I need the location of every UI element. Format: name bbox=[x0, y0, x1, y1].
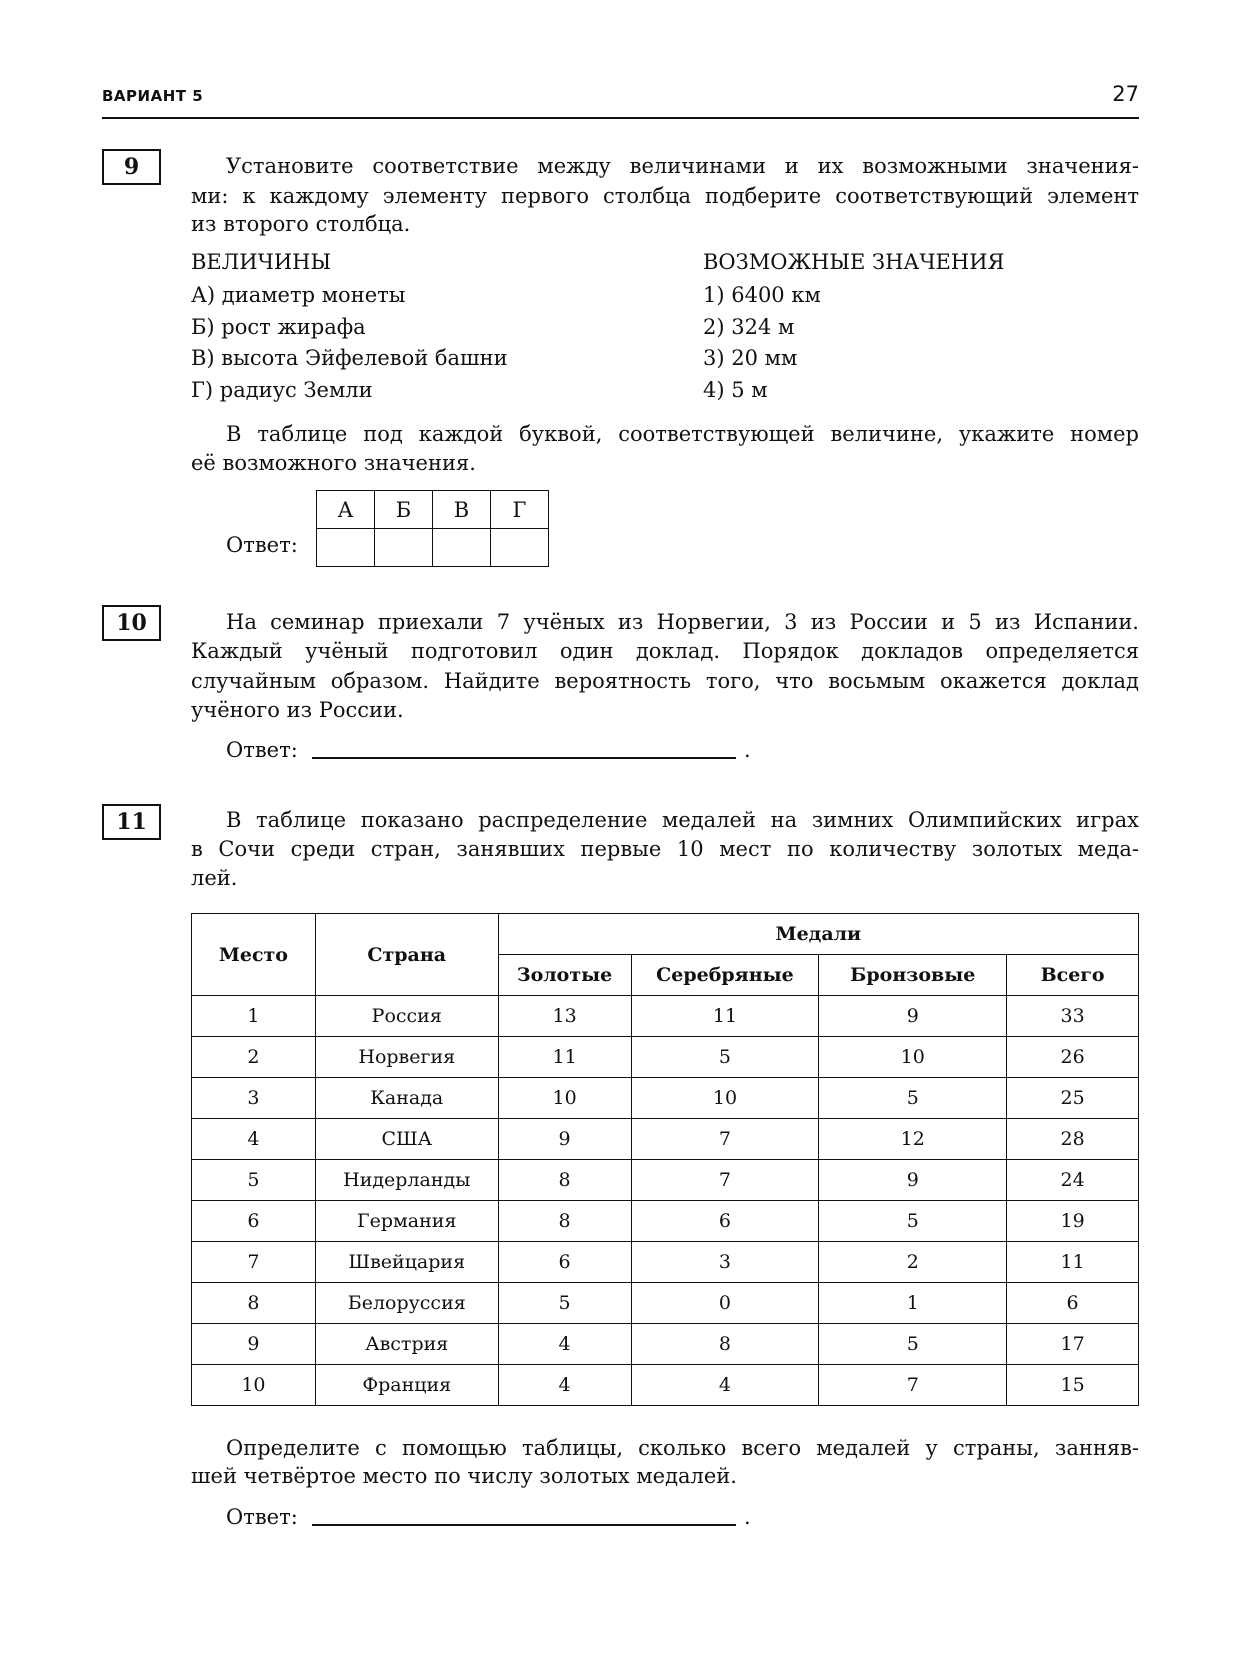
cell-silver: 4 bbox=[631, 1365, 819, 1406]
cell-country: Россия bbox=[315, 996, 498, 1037]
cell-total: 17 bbox=[1007, 1324, 1139, 1365]
col-header-gold: Золотые bbox=[498, 955, 631, 996]
col-header-place: Место bbox=[192, 914, 316, 996]
q9-intro-line: из второго столбца. bbox=[191, 212, 411, 236]
cell-bronze: 9 bbox=[819, 996, 1007, 1037]
cell-place: 6 bbox=[192, 1201, 316, 1242]
q9-instruction-line: В таблице под каждой буквой, соответствующей величине, укажите номер bbox=[226, 422, 1139, 446]
answer-letter-a: А bbox=[317, 491, 375, 529]
q10-line: Каждый учёный подготовил один доклад. Порядок докладов определяется bbox=[191, 639, 1139, 663]
table-row bbox=[192, 1119, 1139, 1160]
cell-place: 4 bbox=[192, 1119, 316, 1160]
q11-answer-label: Ответ: bbox=[226, 1505, 298, 1529]
cell-total: 25 bbox=[1007, 1078, 1139, 1119]
cell-silver: 6 bbox=[631, 1201, 819, 1242]
cell-place: 1 bbox=[192, 996, 316, 1037]
cell-place: 8 bbox=[192, 1283, 316, 1324]
cell-place: 10 bbox=[192, 1365, 316, 1406]
q11-answer-dot: . bbox=[744, 1505, 751, 1529]
header-rule bbox=[102, 117, 1139, 119]
col-header-total: Всего bbox=[1007, 955, 1139, 996]
question-number-9: 9 bbox=[102, 149, 161, 185]
table-row bbox=[192, 1283, 1139, 1324]
cell-gold: 8 bbox=[498, 1160, 631, 1201]
q9-left-item: Б) рост жирафа bbox=[191, 315, 366, 339]
answer-cell-g[interactable] bbox=[491, 529, 549, 567]
table-row bbox=[192, 1242, 1139, 1283]
cell-gold: 9 bbox=[498, 1119, 631, 1160]
answer-letter-b: Б bbox=[375, 491, 433, 529]
cell-country: Франция bbox=[315, 1365, 498, 1406]
q9-intro-line: Установите соответствие между величинами и их возможными значения- bbox=[226, 154, 1139, 178]
cell-total: 19 bbox=[1007, 1201, 1139, 1242]
cell-bronze: 12 bbox=[819, 1119, 1007, 1160]
cell-place: 5 bbox=[192, 1160, 316, 1201]
table-row bbox=[192, 1160, 1139, 1201]
cell-country: США bbox=[315, 1119, 498, 1160]
q10-answer-dot: . bbox=[744, 738, 751, 762]
q11-line: в Сочи среди стран, занявших первые 10 мест по количеству золотых меда- bbox=[191, 837, 1139, 861]
answer-letter-v: В bbox=[433, 491, 491, 529]
col-group-medals: Медали bbox=[498, 914, 1138, 955]
q9-right-item: 4) 5 м bbox=[703, 378, 768, 402]
cell-silver: 7 bbox=[631, 1160, 819, 1201]
question-number-11: 11 bbox=[102, 804, 161, 840]
cell-total: 26 bbox=[1007, 1037, 1139, 1078]
cell-gold: 4 bbox=[498, 1365, 631, 1406]
q11-answer-field[interactable] bbox=[312, 1502, 736, 1532]
cell-bronze: 2 bbox=[819, 1242, 1007, 1283]
cell-country: Канада bbox=[315, 1078, 498, 1119]
cell-silver: 8 bbox=[631, 1324, 819, 1365]
cell-total: 24 bbox=[1007, 1160, 1139, 1201]
q9-left-item: В) высота Эйфелевой башни bbox=[191, 346, 508, 370]
page-number: 27 bbox=[1112, 82, 1139, 106]
cell-place: 7 bbox=[192, 1242, 316, 1283]
cell-place: 9 bbox=[192, 1324, 316, 1365]
q9-answer-label: Ответ: bbox=[226, 533, 298, 557]
q9-left-heading: ВЕЛИЧИНЫ bbox=[191, 250, 332, 274]
q9-right-item: 2) 324 м bbox=[703, 315, 795, 339]
cell-bronze: 5 bbox=[819, 1078, 1007, 1119]
cell-gold: 5 bbox=[498, 1283, 631, 1324]
cell-gold: 8 bbox=[498, 1201, 631, 1242]
cell-bronze: 5 bbox=[819, 1324, 1007, 1365]
q11-line: лей. bbox=[191, 866, 238, 890]
answer-cell-v[interactable] bbox=[433, 529, 491, 567]
cell-bronze: 5 bbox=[819, 1201, 1007, 1242]
q9-right-item: 3) 20 мм bbox=[703, 346, 798, 370]
cell-total: 11 bbox=[1007, 1242, 1139, 1283]
cell-country: Германия bbox=[315, 1201, 498, 1242]
q11-answer-underline bbox=[312, 1524, 736, 1526]
cell-country: Белоруссия bbox=[315, 1283, 498, 1324]
cell-total: 15 bbox=[1007, 1365, 1139, 1406]
q10-line: учёного из России. bbox=[191, 698, 404, 722]
cell-country: Нидерланды bbox=[315, 1160, 498, 1201]
cell-total: 28 bbox=[1007, 1119, 1139, 1160]
cell-silver: 11 bbox=[631, 996, 819, 1037]
col-header-country: Страна bbox=[315, 914, 498, 996]
table-row bbox=[192, 1078, 1139, 1119]
table-row bbox=[192, 1037, 1139, 1078]
cell-country: Норвегия bbox=[315, 1037, 498, 1078]
col-header-silver: Серебряные bbox=[631, 955, 819, 996]
q11-question-line: Определите с помощью таблицы, сколько всего медалей у страны, занняв- bbox=[226, 1436, 1139, 1460]
cell-gold: 6 bbox=[498, 1242, 631, 1283]
q11-question-line: шей четвёртое место по числу золотых медалей. bbox=[191, 1464, 737, 1488]
cell-gold: 4 bbox=[498, 1324, 631, 1365]
cell-silver: 0 bbox=[631, 1283, 819, 1324]
cell-country: Швейцария bbox=[315, 1242, 498, 1283]
cell-country: Австрия bbox=[315, 1324, 498, 1365]
answer-cell-a[interactable] bbox=[317, 529, 375, 567]
cell-gold: 11 bbox=[498, 1037, 631, 1078]
answer-letter-g: Г bbox=[491, 491, 549, 529]
q9-left-item: А) диаметр монеты bbox=[191, 283, 406, 307]
cell-place: 3 bbox=[192, 1078, 316, 1119]
answer-cell-b[interactable] bbox=[375, 529, 433, 567]
cell-silver: 5 bbox=[631, 1037, 819, 1078]
medals-table bbox=[191, 913, 1139, 1406]
q10-answer-underline bbox=[312, 757, 736, 759]
cell-bronze: 10 bbox=[819, 1037, 1007, 1078]
q10-line: На семинар приехали 7 учёных из Норвегии, 3 из России и 5 из Испании. bbox=[226, 610, 1139, 634]
table-row bbox=[192, 1324, 1139, 1365]
question-number-10: 10 bbox=[102, 605, 161, 641]
q10-answer-field[interactable] bbox=[312, 735, 736, 765]
section-header: ВАРИАНТ 5 bbox=[102, 87, 204, 105]
cell-bronze: 7 bbox=[819, 1365, 1007, 1406]
q9-instruction-line: её возможного значения. bbox=[191, 451, 476, 475]
cell-gold: 13 bbox=[498, 996, 631, 1037]
cell-silver: 10 bbox=[631, 1078, 819, 1119]
cell-bronze: 9 bbox=[819, 1160, 1007, 1201]
table-row bbox=[192, 1365, 1139, 1406]
q11-line: В таблице показано распределение медалей на зимних Олимпийских играх bbox=[226, 808, 1139, 832]
cell-place: 2 bbox=[192, 1037, 316, 1078]
q10-answer-label: Ответ: bbox=[226, 738, 298, 762]
cell-total: 33 bbox=[1007, 996, 1139, 1037]
table-row bbox=[192, 1201, 1139, 1242]
cell-bronze: 1 bbox=[819, 1283, 1007, 1324]
q9-right-heading: ВОЗМОЖНЫЕ ЗНАЧЕНИЯ bbox=[703, 250, 1005, 274]
q10-line: случайным образом. Найдите вероятность того, что восьмым окажется доклад bbox=[191, 669, 1139, 693]
q9-left-item: Г) радиус Земли bbox=[191, 378, 373, 402]
cell-total: 6 bbox=[1007, 1283, 1139, 1324]
q9-answer-table bbox=[316, 490, 549, 567]
cell-silver: 3 bbox=[631, 1242, 819, 1283]
q9-right-item: 1) 6400 км bbox=[703, 283, 821, 307]
col-header-bronze: Бронзовые bbox=[819, 955, 1007, 996]
q9-intro-line: ми: к каждому элементу первого столбца подберите соответствующий элемент bbox=[191, 184, 1139, 208]
cell-gold: 10 bbox=[498, 1078, 631, 1119]
cell-silver: 7 bbox=[631, 1119, 819, 1160]
table-row bbox=[192, 996, 1139, 1037]
